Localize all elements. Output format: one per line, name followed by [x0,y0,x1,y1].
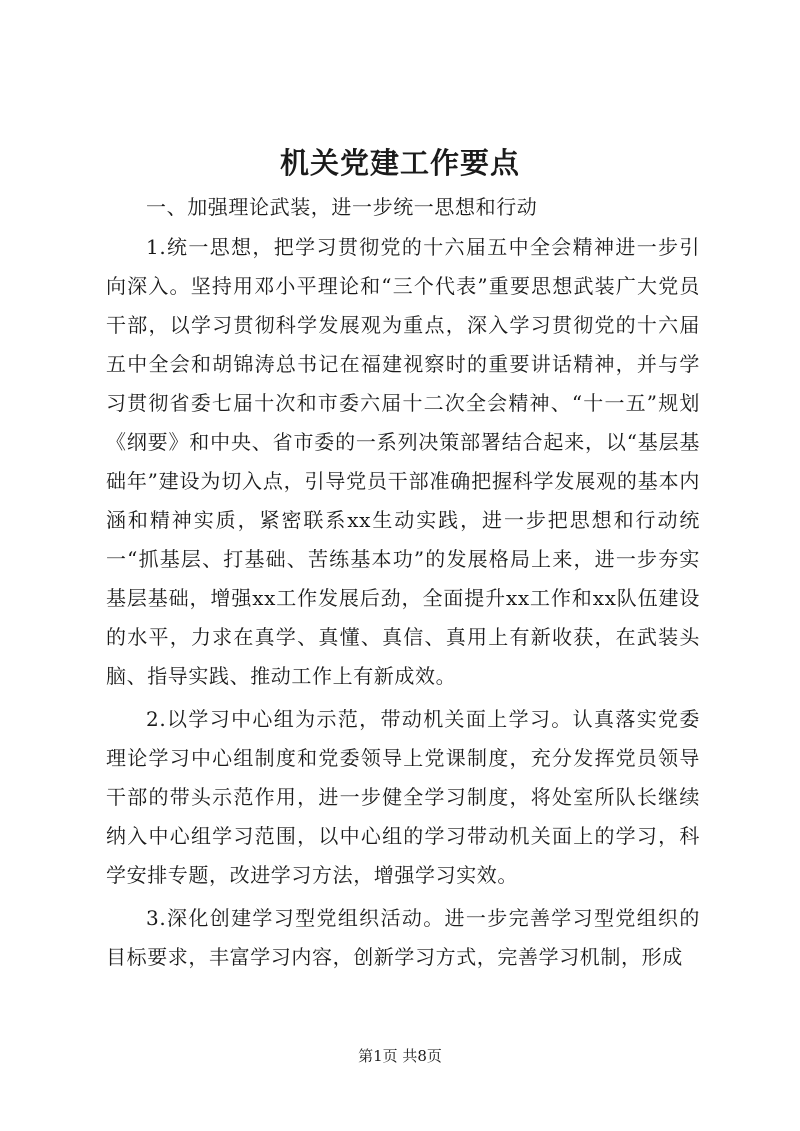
section-heading: 一、加强理论武装，进一步统一思想和行动 [146,195,538,219]
document-title: 机关党建工作要点 [279,146,520,180]
document-body [106,188,700,977]
paragraph-item-3: 3.深化创建学习型党组织活动。进一步完善学习型党组织的目标要求，丰富学习内容，创新学习方式，完善学习机制，形成 [106,906,700,969]
paragraph-item-1: 1.统一思想，把学习贯彻党的十六届五中全会精神进一步引向深入。坚持用邓小平理论和“三个代表”重要思想武装广大党员干部，以学习贯彻科学发展观为重点，深入学习贯彻党的十六届五中全会和胡锦涛总书记在福建视察时的重要讲话精神，并与学习贯彻省委七届十次和市委六届十二次全会精神、“十一五”规划《纲要》和中央、省市委的一系列决策部署结合起来，以“基层基础年”建设为切入点，引导党员干部准确把握科学发展观的基本内涵和精神实质，紧密联系xx生动实践，进一步把思想和行动统一“抓基层、打基础、苦练基本功”的发展格局上来，进一步夯实基层基础，增强xx工作发展后劲，全面提升xx工作和xx队伍建设的水平，力求在真学、真懂、真信、真用上有新收获，在武装头脑、指导实践、推动工作上有新成效。 [106,235,700,688]
page-number-footer: 第1页 共8页 [358,1047,442,1065]
paragraph-item-2: 2.以学习中心组为示范，带动机关面上学习。认真落实党委理论学习中心组制度和党委领导上党课制度，充分发挥党员领导干部的带头示范作用，进一步健全学习制度，将处室所队长继续纳入中心组学习范围，以中心组的学习带动机关面上的学习，科学安排专题，改进学习方法，增强学习实效。 [106,707,700,887]
